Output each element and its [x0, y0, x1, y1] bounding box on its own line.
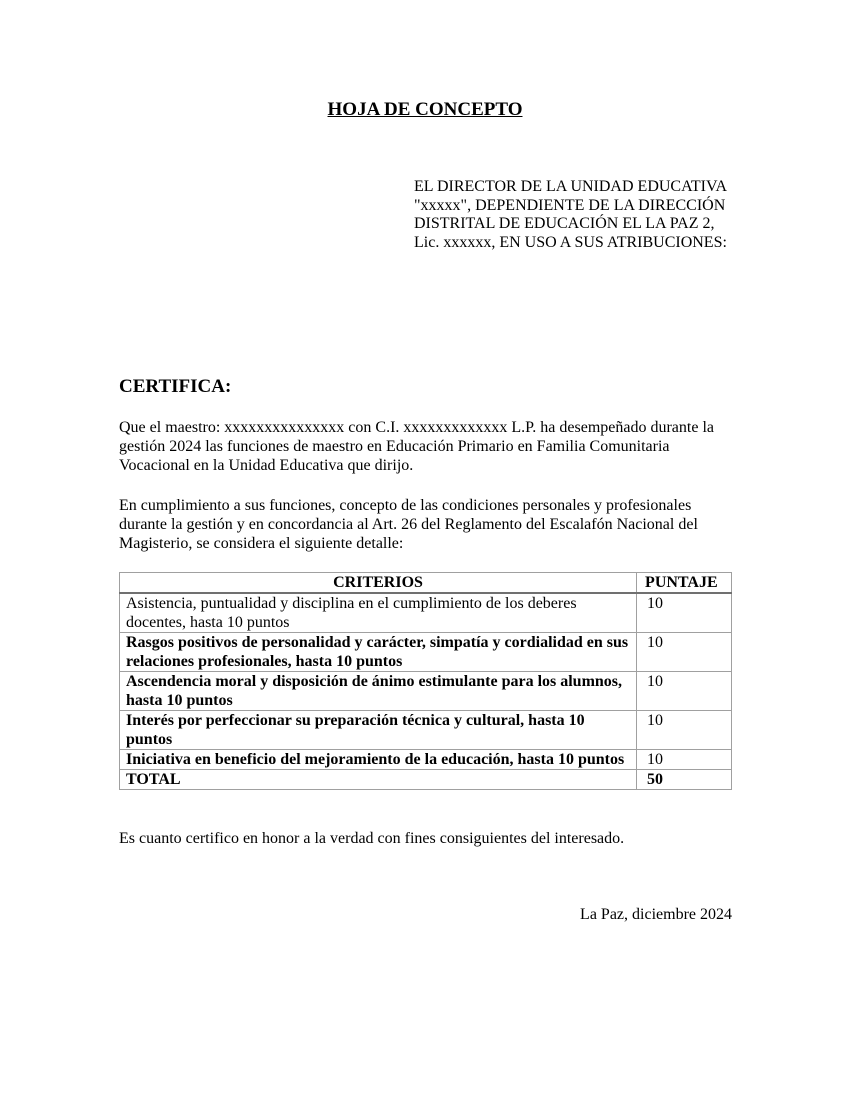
director-intro: EL DIRECTOR DE LA UNIDAD EDUCATIVA "xxxxx", DEPENDIENTE DE LA DIRECCIÓN DISTRITAL DE EDUCACIÓN EL LA PAZ 2, Lic. xxxxxx, EN USO A SUS ATRIBUCIONES:: [414, 178, 727, 251]
total-label: TOTAL: [120, 770, 637, 790]
criterio-cell: Iniciativa en beneficio del mejoramiento de la educación, hasta 10 puntos: [120, 750, 637, 770]
total-row: [120, 770, 732, 790]
table-row: [120, 593, 732, 633]
table-row: [120, 750, 732, 770]
criterio-cell: Asistencia, puntualidad y disciplina en el cumplimiento de los deberes docentes, hasta 10 puntos: [120, 593, 637, 633]
certifica-heading: CERTIFICA:: [119, 376, 232, 397]
puntaje-cell: 10: [637, 672, 732, 711]
header-puntaje: PUNTAJE: [637, 573, 732, 594]
table-row: [120, 711, 732, 750]
paragraph-compliance: En cumplimiento a sus funciones, concepto de las condiciones personales y profesionales durante la gestión y en concordancia al Art. 26 del Reglamento del Escalafón Nacional del Magisterio, se considera el siguiente detalle:: [119, 497, 698, 552]
puntaje-cell: 10: [637, 593, 732, 633]
place-date: La Paz, diciembre 2024: [580, 906, 732, 923]
criterio-cell: Rasgos positivos de personalidad y carácter, simpatía y cordialidad en sus relaciones profesionales, hasta 10 puntos: [120, 633, 637, 672]
criterio-cell: Ascendencia moral y disposición de ánimo estimulante para los alumnos, hasta 10 puntos: [120, 672, 637, 711]
criteria-table: [119, 572, 732, 790]
table-row: [120, 672, 732, 711]
closing-statement: Es cuanto certifico en honor a la verdad con fines consiguientes del interesado.: [119, 830, 625, 847]
puntaje-cell: 10: [637, 711, 732, 750]
criterio-cell: Interés por perfeccionar su preparación técnica y cultural, hasta 10 puntos: [120, 711, 637, 750]
paragraph-teacher-info: Que el maestro: xxxxxxxxxxxxxxx con C.I. xxxxxxxxxxxxx L.P. ha desempeñado durante la gestión 2024 las funciones de maestro en Educación Primario en Familia Comunitaria Vocacional en la Unidad Educativa que dirijo.: [119, 419, 714, 474]
total-value: 50: [637, 770, 732, 790]
puntaje-cell: 10: [637, 750, 732, 770]
puntaje-cell: 10: [637, 633, 732, 672]
table-row: [120, 633, 732, 672]
table-header-row: [120, 573, 732, 594]
document-title: HOJA DE CONCEPTO: [327, 99, 523, 120]
header-criterios: CRITERIOS: [120, 573, 637, 594]
